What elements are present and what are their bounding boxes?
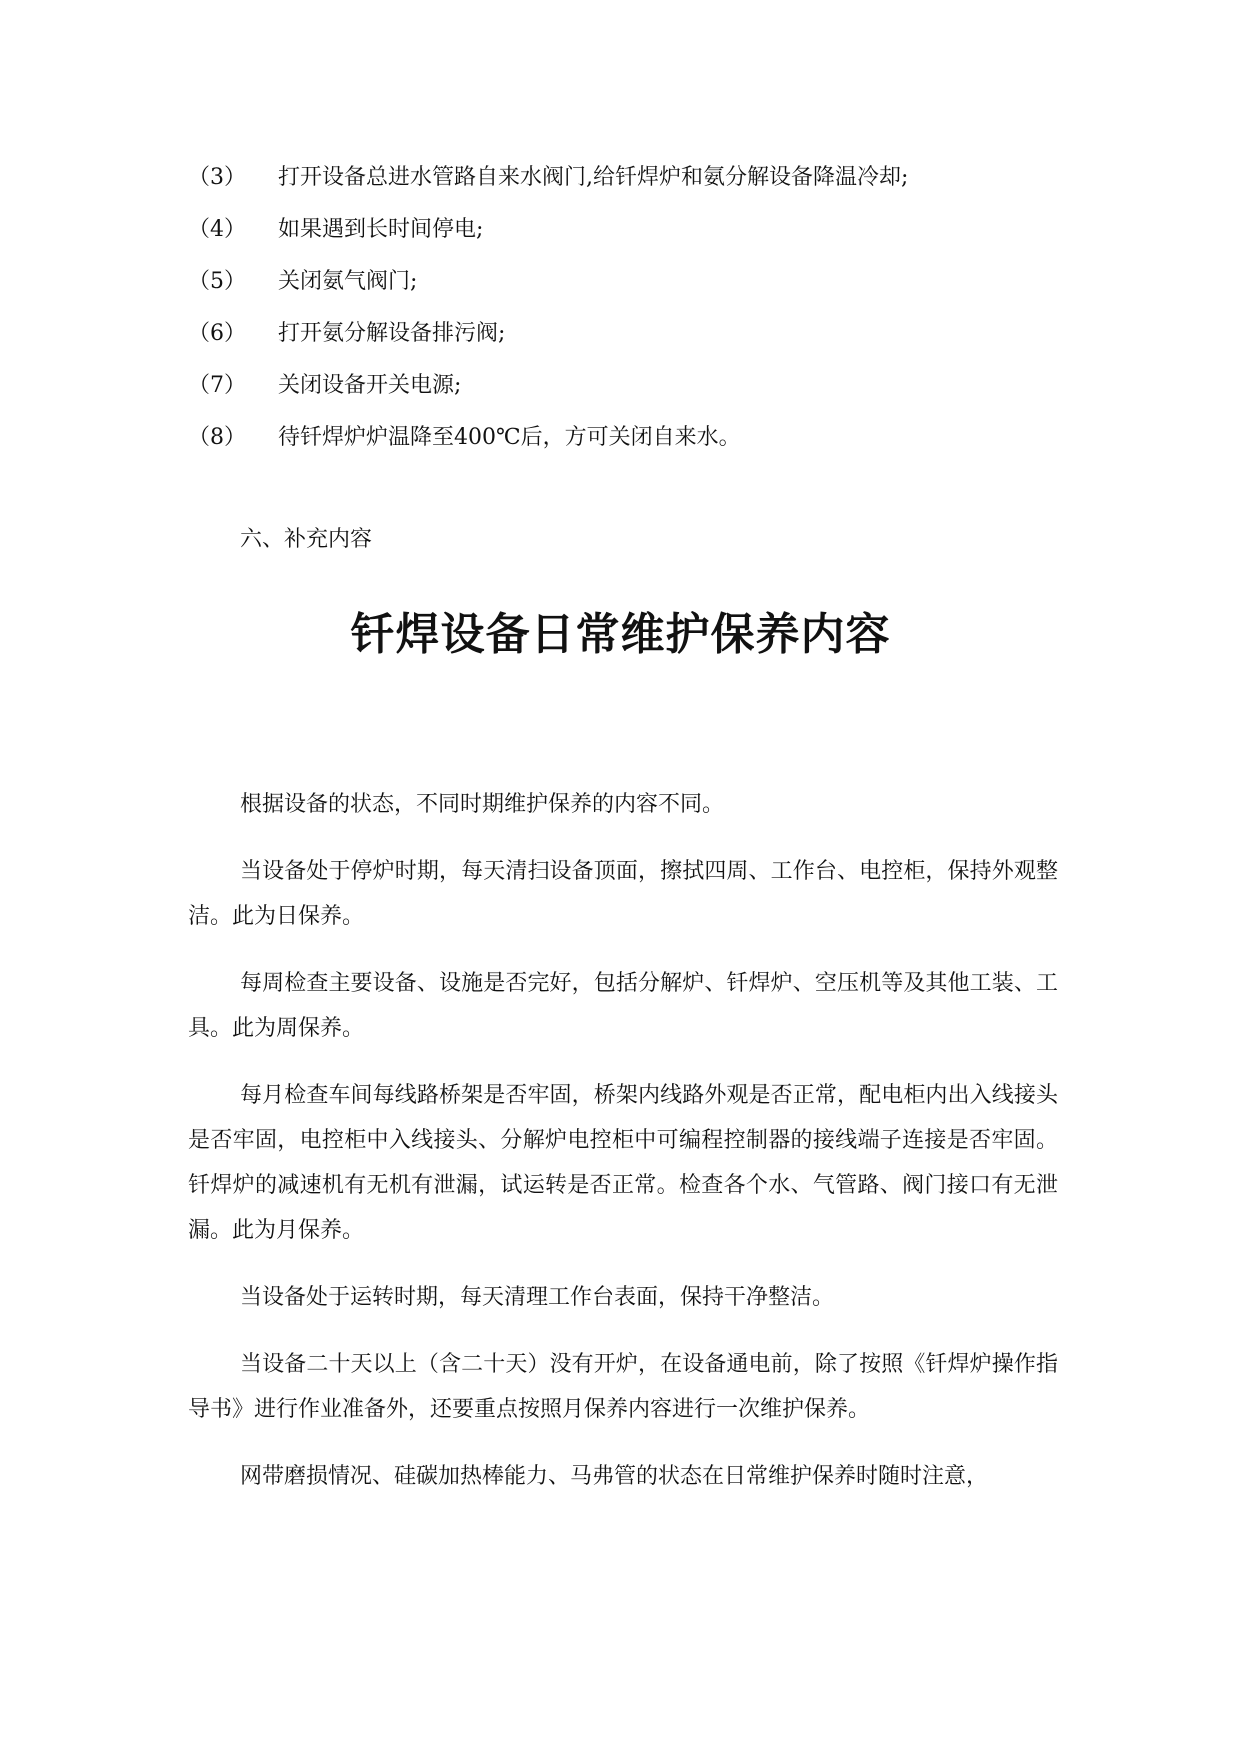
step-number: （6） (188, 321, 246, 346)
body-text (188, 782, 1058, 1521)
step-item (188, 412, 1088, 464)
step-text: 打开氨分解设备排污阀; (278, 321, 506, 346)
step-item (188, 360, 1088, 412)
step-text: 打开设备总进水管路自来水阀门,给钎焊炉和氨分解设备降温冷却; (278, 165, 909, 190)
paragraph: 当设备处于停炉时期，每天清扫设备顶面，擦拭四周、工作台、电控柜，保持外观整洁。此为日保养。 (188, 859, 1058, 929)
step-number: （5） (188, 269, 246, 294)
step-number: （4） (188, 217, 246, 242)
step-text: 待钎焊炉炉温降至400℃后，方可关闭自来水。 (278, 425, 741, 450)
step-item (188, 204, 1088, 256)
step-number: （3） (188, 165, 246, 190)
section-heading: 六、补充内容 (240, 527, 373, 552)
step-text: 关闭氨气阀门; (278, 269, 418, 294)
document-title: 钎焊设备日常维护保养内容 (350, 609, 891, 660)
paragraph: 根据设备的状态，不同时期维护保养的内容不同。 (240, 792, 725, 817)
step-item (188, 308, 1088, 360)
step-item (188, 256, 1088, 308)
paragraph: 当设备处于运转时期，每天清理工作台表面，保持干净整洁。 (240, 1285, 835, 1310)
step-text: 关闭设备开关电源; (278, 373, 462, 398)
paragraph: 网带磨损情况、硅碳加热棒能力、马弗管的状态在日常维护保养时随时注意， (240, 1464, 989, 1489)
paragraph: 当设备二十天以上（含二十天）没有开炉，在设备通电前，除了按照《钎焊炉操作指导书》进行作业准备外，还要重点按照月保养内容进行一次维护保养。 (188, 1352, 1058, 1422)
step-number: （8） (188, 425, 246, 450)
paragraph: 每月检查车间每线路桥架是否牢固，桥架内线路外观是否正常，配电柜内出入线接头是否牢固，电控柜中入线接头、分解炉电控柜中可编程控制器的接线端子连接是否牢固。钎焊炉的减速机有无机有泄漏，试运转是否正常。检查各个水、气管路、阀门接口有无泄漏。此为月保养。 (188, 1083, 1058, 1243)
step-item (188, 152, 1088, 204)
procedure-steps (188, 152, 1088, 464)
step-text: 如果遇到长时间停电; (278, 217, 484, 242)
paragraph: 每周检查主要设备、设施是否完好，包括分解炉、钎焊炉、空压机等及其他工装、工具。此为周保养。 (188, 971, 1058, 1041)
step-number: （7） (188, 373, 246, 398)
